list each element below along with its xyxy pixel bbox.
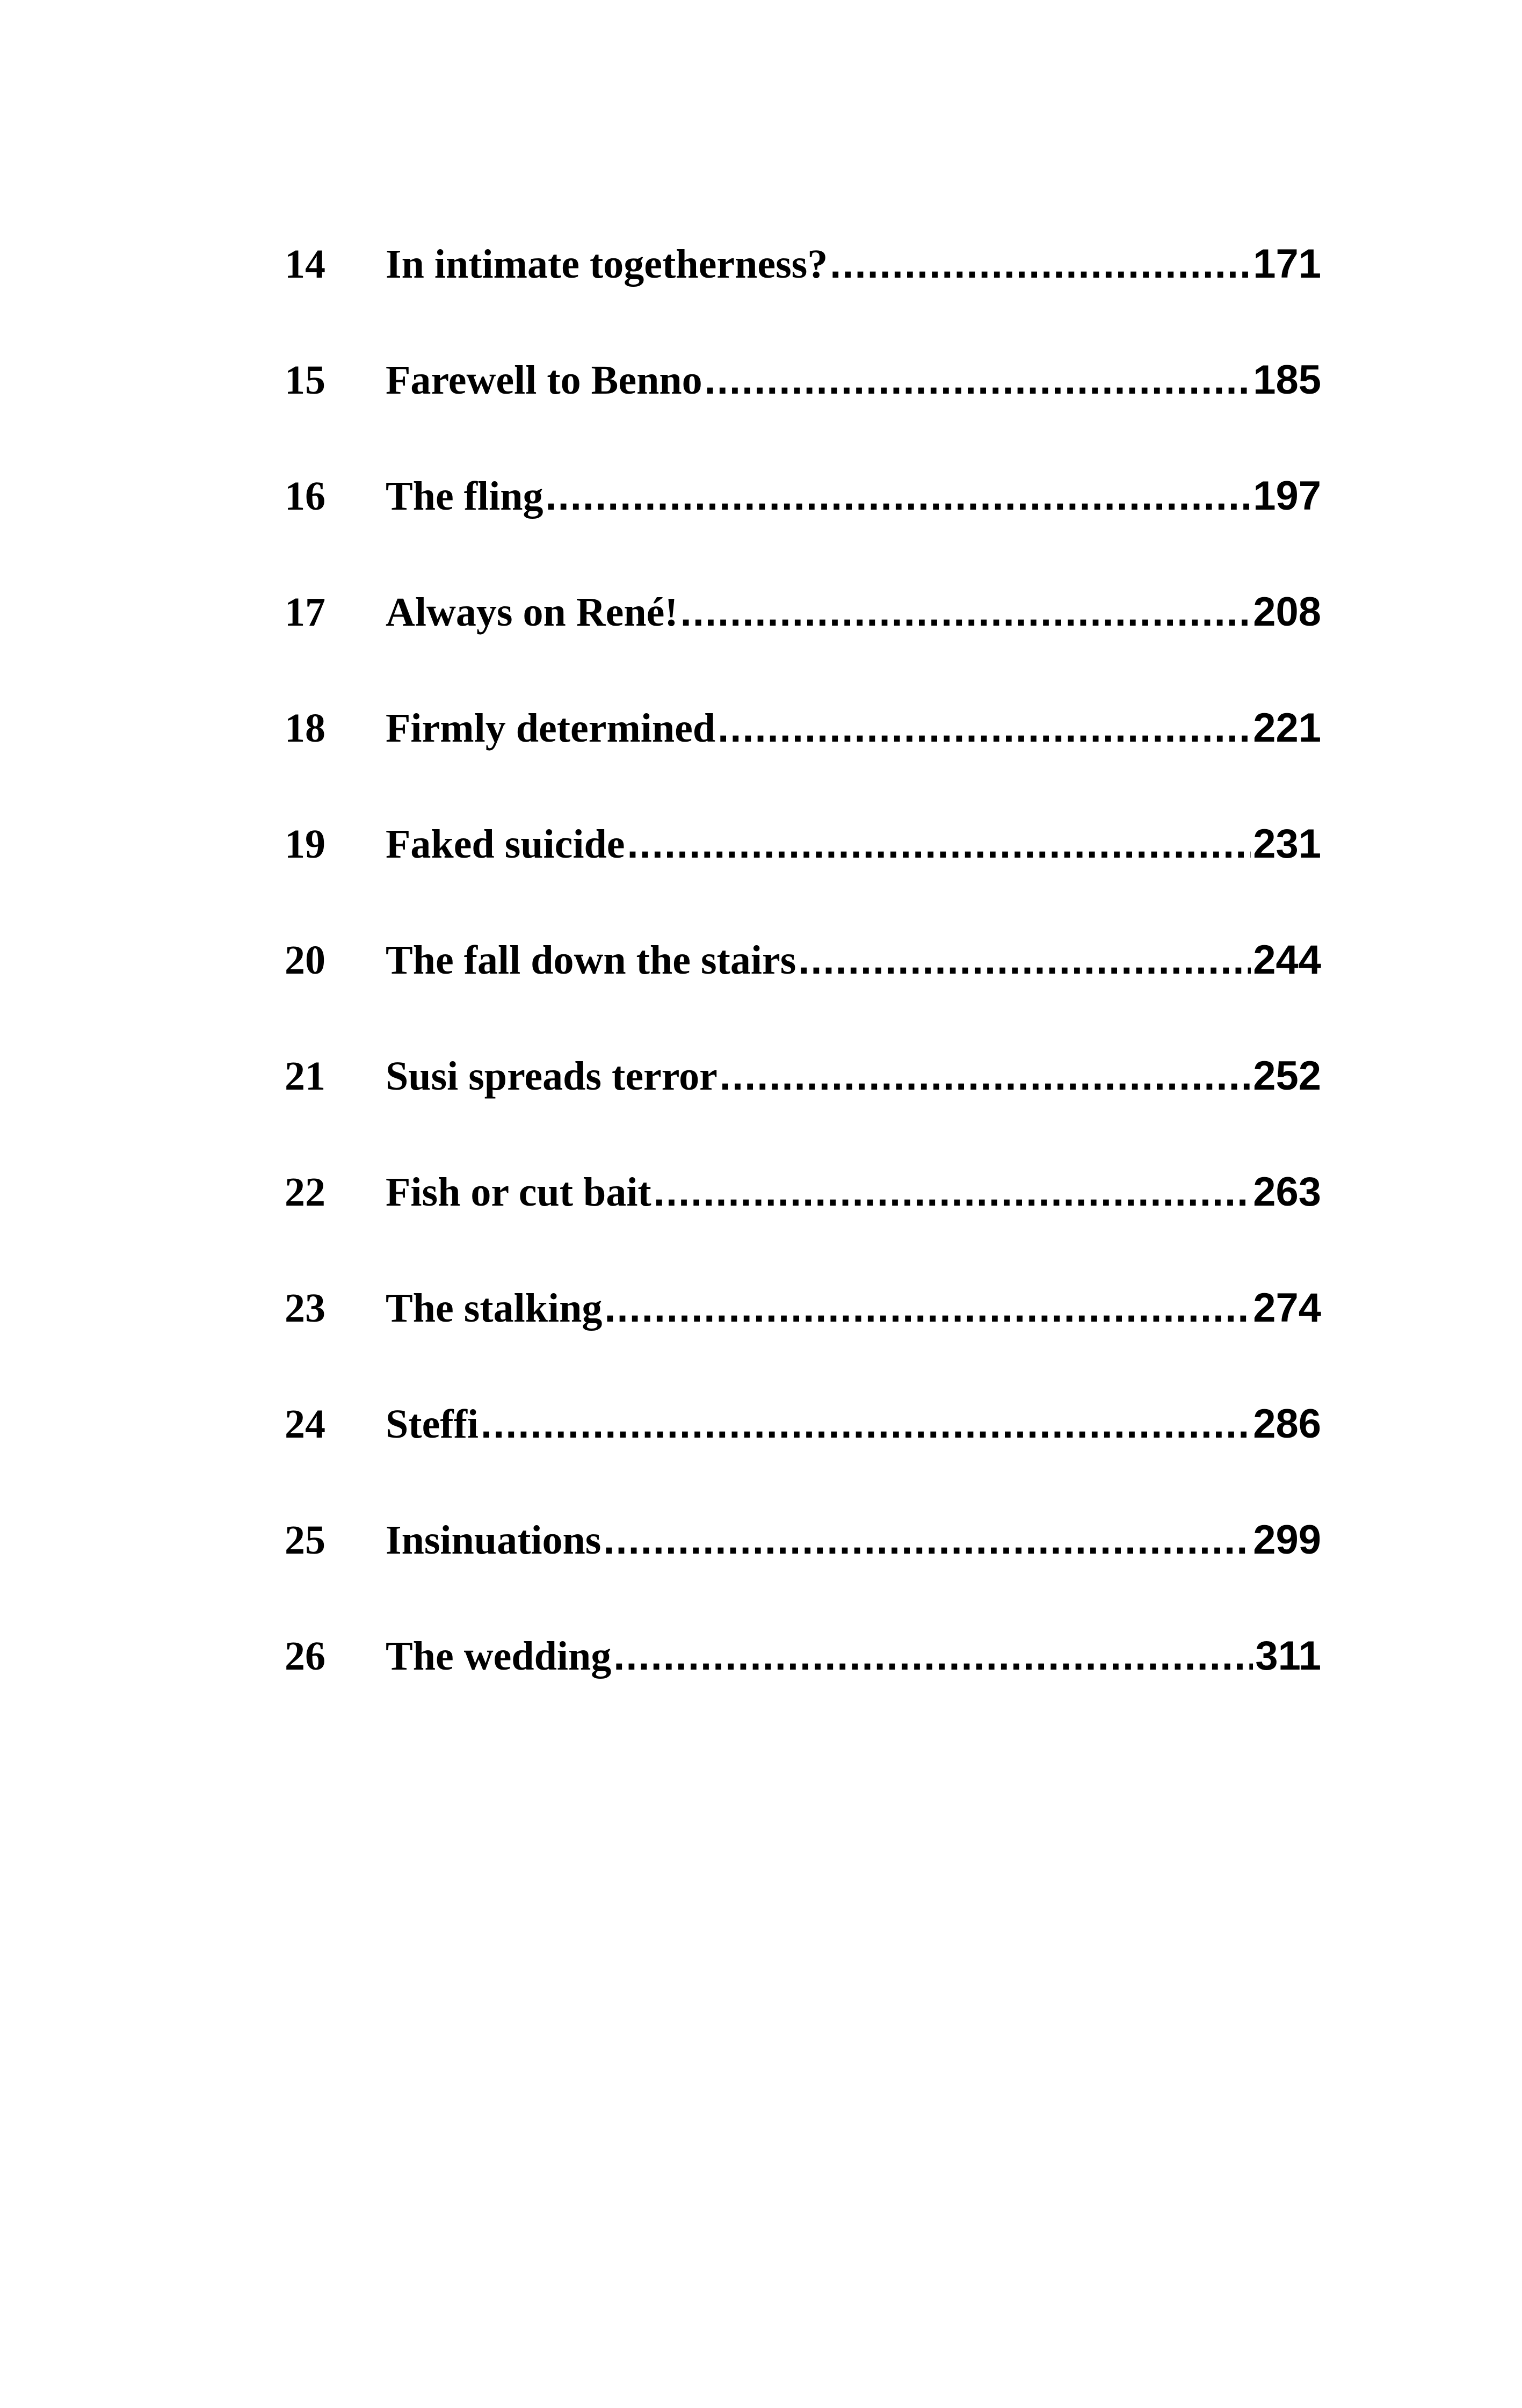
chapter-title: Insinuations xyxy=(386,1518,601,1563)
toc-entry xyxy=(285,1397,1321,1513)
toc-line xyxy=(386,817,1321,871)
toc-line xyxy=(386,933,1321,987)
page-number: 221 xyxy=(1253,705,1321,751)
dot-leader xyxy=(603,1513,1251,1567)
chapter-number: 26 xyxy=(285,1634,325,1679)
dot-leader xyxy=(604,1281,1251,1335)
toc-entry xyxy=(285,585,1321,701)
chapter-title: Susi spreads terror xyxy=(386,1054,717,1099)
toc-line xyxy=(386,1281,1321,1335)
toc-entry xyxy=(285,1049,1321,1165)
toc-entry xyxy=(285,1629,1321,1745)
toc-line xyxy=(386,1049,1321,1103)
chapter-title: The fall down the stairs xyxy=(386,938,796,983)
chapter-number: 19 xyxy=(285,822,325,867)
page-number: 311 xyxy=(1255,1633,1321,1679)
page-number: 274 xyxy=(1253,1285,1321,1331)
toc-entry xyxy=(285,469,1321,585)
page-number: 252 xyxy=(1253,1053,1321,1099)
dot-leader xyxy=(613,1629,1253,1683)
dot-leader xyxy=(705,353,1251,407)
toc-line xyxy=(386,585,1321,639)
page-number: 263 xyxy=(1253,1169,1321,1215)
toc-line xyxy=(386,1513,1321,1567)
page-number: 208 xyxy=(1253,589,1321,635)
page-number: 231 xyxy=(1253,821,1321,867)
chapter-title: The fling xyxy=(386,474,543,519)
toc-line xyxy=(386,237,1321,291)
page-number: 286 xyxy=(1253,1401,1321,1447)
dot-leader xyxy=(481,1397,1251,1451)
chapter-number: 14 xyxy=(285,242,325,287)
toc-line xyxy=(386,1397,1321,1451)
chapter-number: 15 xyxy=(285,358,325,403)
toc-entry xyxy=(285,1281,1321,1397)
dot-leader xyxy=(717,701,1251,755)
chapter-title: The stalking xyxy=(386,1286,603,1331)
toc-entry xyxy=(285,1513,1321,1629)
chapter-number: 21 xyxy=(285,1054,325,1099)
dot-leader xyxy=(680,585,1251,639)
table-of-contents xyxy=(285,237,1321,1745)
chapter-number: 20 xyxy=(285,938,325,983)
chapter-title: Farewell to Benno xyxy=(386,358,702,403)
toc-entry xyxy=(285,933,1321,1049)
toc-line xyxy=(386,701,1321,755)
dot-leader xyxy=(546,469,1251,523)
chapter-title: The wedding xyxy=(386,1634,612,1679)
page-number: 185 xyxy=(1253,357,1321,403)
toc-entry xyxy=(285,237,1321,353)
chapter-title: In intimate togetherness? xyxy=(386,242,828,287)
chapter-title: Fish or cut bait xyxy=(386,1170,651,1215)
chapter-number: 24 xyxy=(285,1402,325,1447)
toc-line xyxy=(386,1165,1321,1219)
toc-line xyxy=(386,469,1321,523)
toc-line xyxy=(386,353,1321,407)
page-number: 244 xyxy=(1253,937,1321,983)
dot-leader xyxy=(720,1049,1251,1103)
chapter-number: 16 xyxy=(285,474,325,519)
toc-entry xyxy=(285,817,1321,933)
chapter-title: Faked suicide xyxy=(386,822,625,867)
toc-line xyxy=(386,1629,1321,1683)
dot-leader xyxy=(627,817,1251,871)
page-number: 171 xyxy=(1253,241,1321,287)
page-number: 299 xyxy=(1253,1517,1321,1563)
toc-entry xyxy=(285,353,1321,469)
dot-leader xyxy=(798,933,1251,987)
dot-leader xyxy=(654,1165,1251,1219)
chapter-title: Firmly determined xyxy=(386,706,716,751)
dot-leader xyxy=(830,237,1251,291)
chapter-number: 25 xyxy=(285,1518,325,1563)
chapter-number: 23 xyxy=(285,1286,325,1331)
chapter-number: 17 xyxy=(285,590,325,635)
chapter-title: Always on René! xyxy=(386,590,678,635)
chapter-title: Steffi xyxy=(386,1402,479,1447)
toc-entry xyxy=(285,1165,1321,1281)
page-number: 197 xyxy=(1253,473,1321,519)
chapter-number: 22 xyxy=(285,1170,325,1215)
toc-entry xyxy=(285,701,1321,817)
chapter-number: 18 xyxy=(285,706,325,751)
